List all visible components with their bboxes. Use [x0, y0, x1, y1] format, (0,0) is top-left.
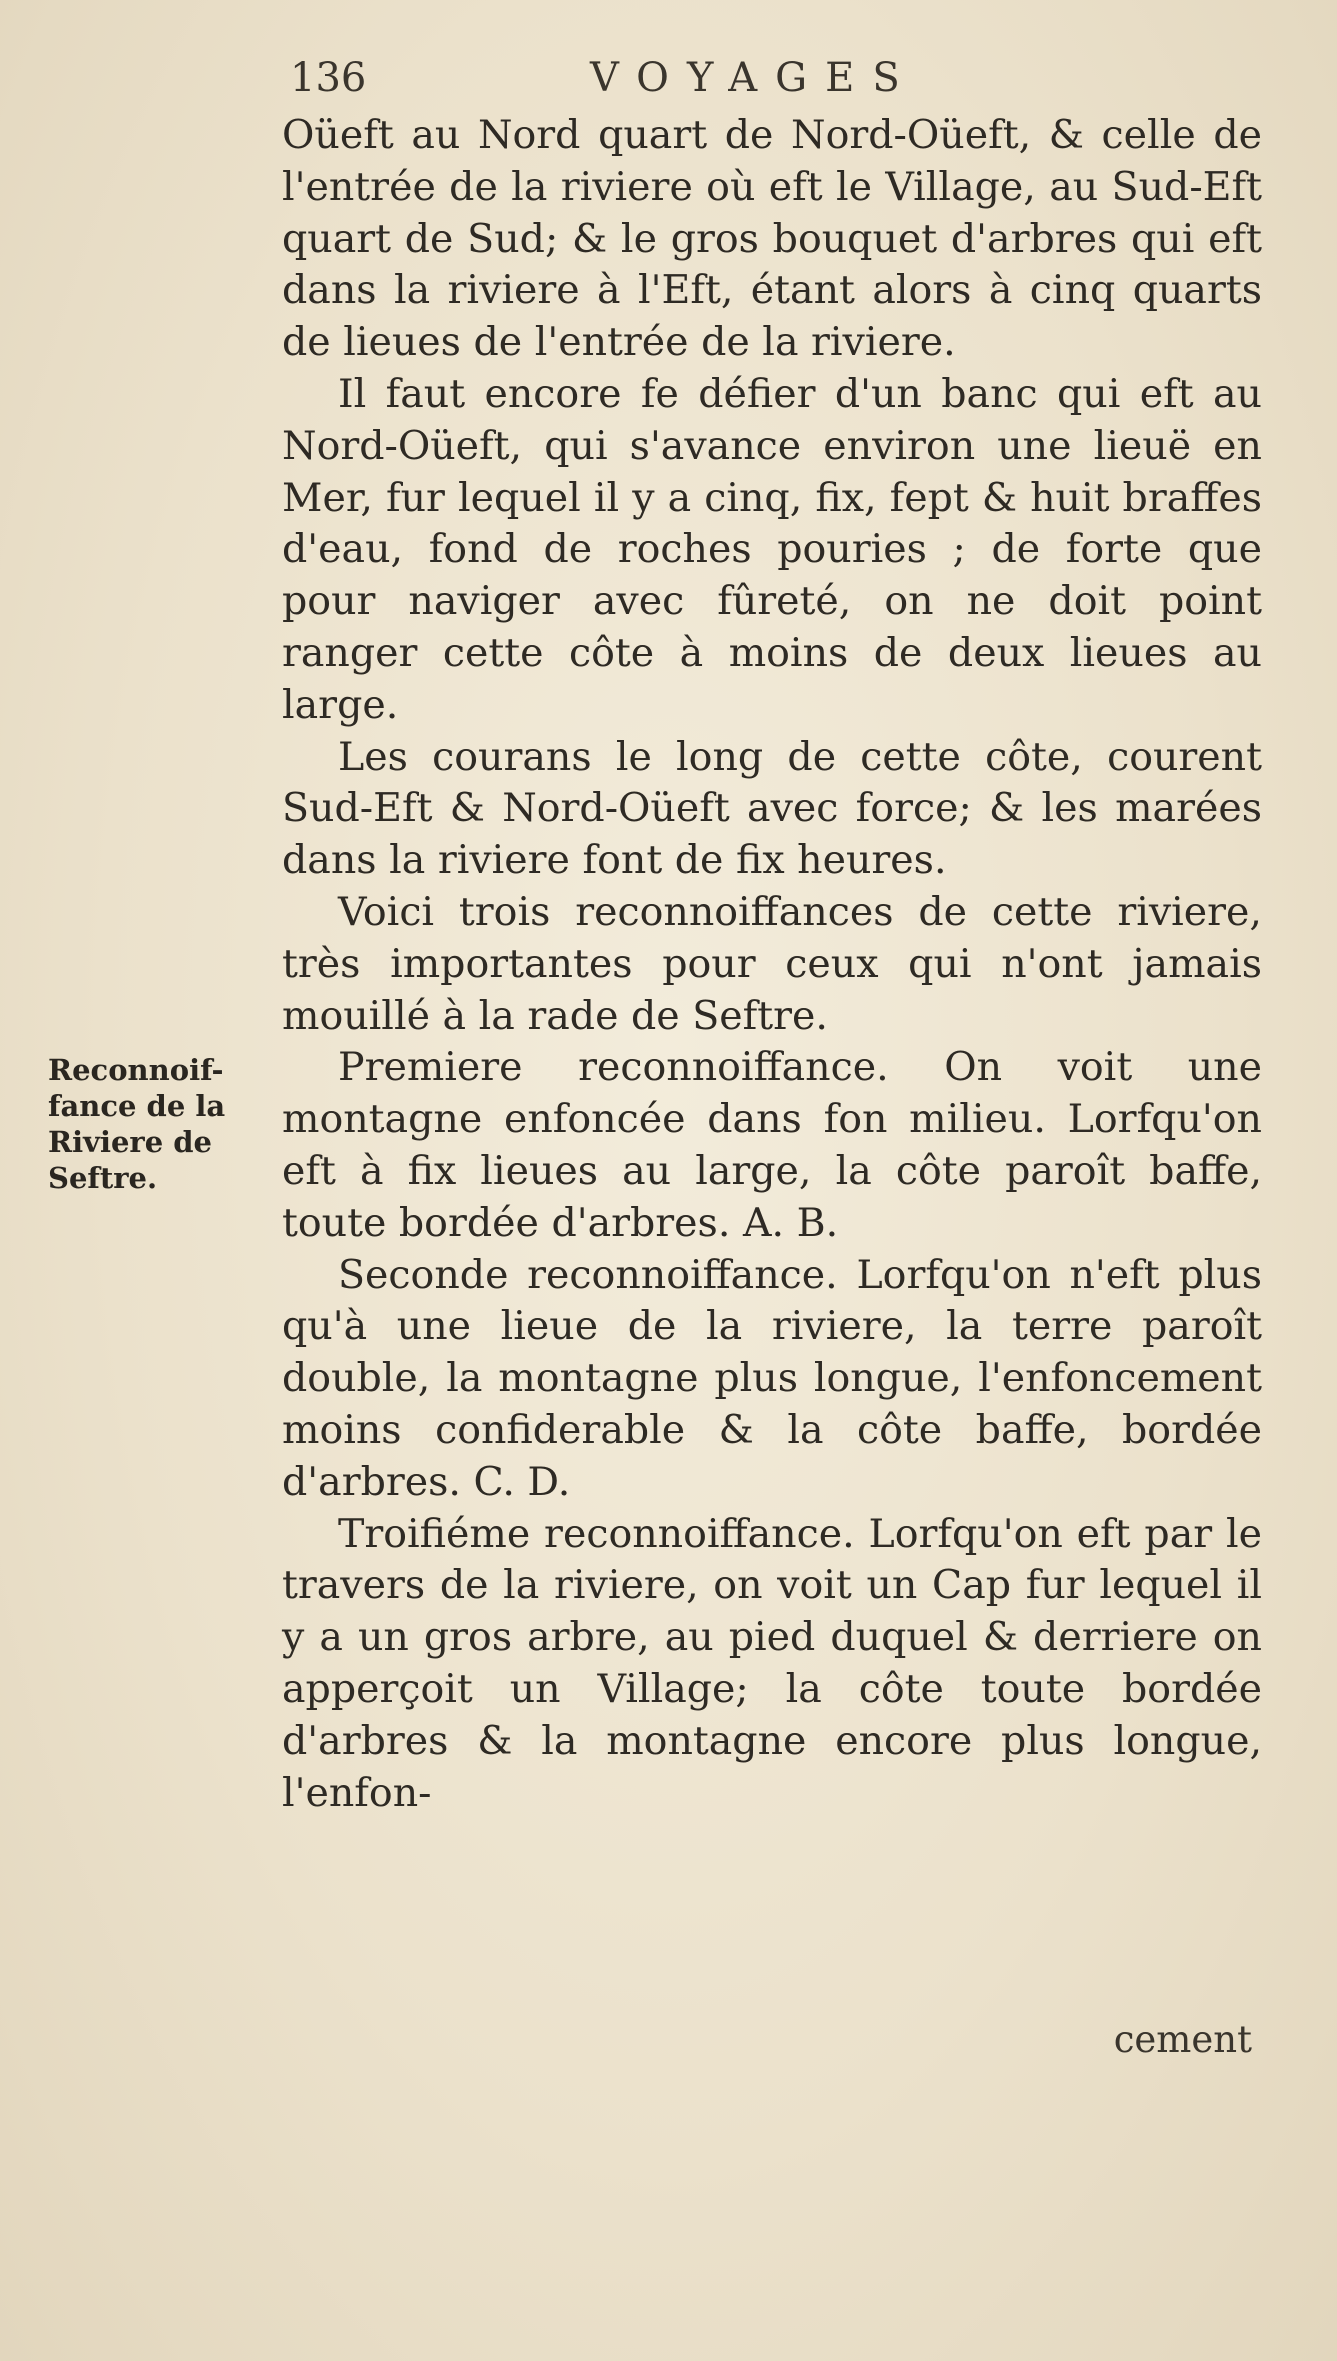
paragraph-third: Troifiéme reconnoiffance. Lorfqu'on eft par le travers de la riviere, on voit un Cap fur lequel il y a un gros arbre, au pied duquel & derriere on apperçoit un Village; la côte toute bordée d'arbres & la montagne encore plus longue, l'enfon- — [282, 1510, 1262, 1816]
paragraph-continued: Oüeft au Nord quart de Nord-Oüeft, & celle de l'entrée de la riviere où eft le Village, au Sud-Eft quart de Sud; & le gros bouquet d'arbres qui eft dans la riviere à l'Eft, étant alors à cinq quarts de lieues de l'entrée de la riviere. — [282, 112, 1262, 366]
page-number: 136 — [290, 55, 367, 101]
catchword: cement — [1113, 2018, 1252, 2061]
paragraph-currents: Les courans le long de cette côte, courent Sud-Eft & Nord-Oüeft avec force; & les marées dans la riviere font de fix heures. — [282, 733, 1262, 884]
main-text — [282, 110, 1262, 1819]
paragraph-second: Seconde reconnoiffance. Lorfqu'on n'eft plus qu'à une lieue de la riviere, la terre paroît double, la montagne plus longue, l'enfoncement moins confiderable & la côte baffe, bordée d'arbres. C. D. — [282, 1251, 1262, 1505]
running-title: VOYAGES — [590, 55, 918, 101]
paragraph-shoal: Il faut encore fe défier d'un banc qui eft au Nord-Oüeft, qui s'avance environ une lieuë en Mer, fur lequel il y a cinq, fix, fept & huit braffes d'eau, fond de roches pouries ; de forte que pour naviger avec fûreté, on ne doit point ranger cette côte à moins de deux lieues au large. — [282, 370, 1262, 728]
paragraph-reconnaissances: Voici trois reconnoiffances de cette riviere, très importantes pour ceux qui n'ont jamais mouillé à la rade de Seftre. — [282, 888, 1262, 1039]
page-header — [290, 48, 1250, 108]
margin-note-line: Riviere de — [48, 1125, 212, 1159]
paragraph-first: Premiere reconnoiffance. On voit une montagne enfoncée dans fon milieu. Lorfqu'on eft à fix lieues au large, la côte paroît baffe, toute bordée d'arbres. A. B. — [282, 1044, 1262, 1246]
margin-note-line: Seftre. — [48, 1161, 158, 1195]
margin-note — [48, 1052, 278, 1196]
margin-note-line: Reconnoif- — [48, 1053, 224, 1087]
margin-note-line: fance de la — [48, 1089, 226, 1123]
